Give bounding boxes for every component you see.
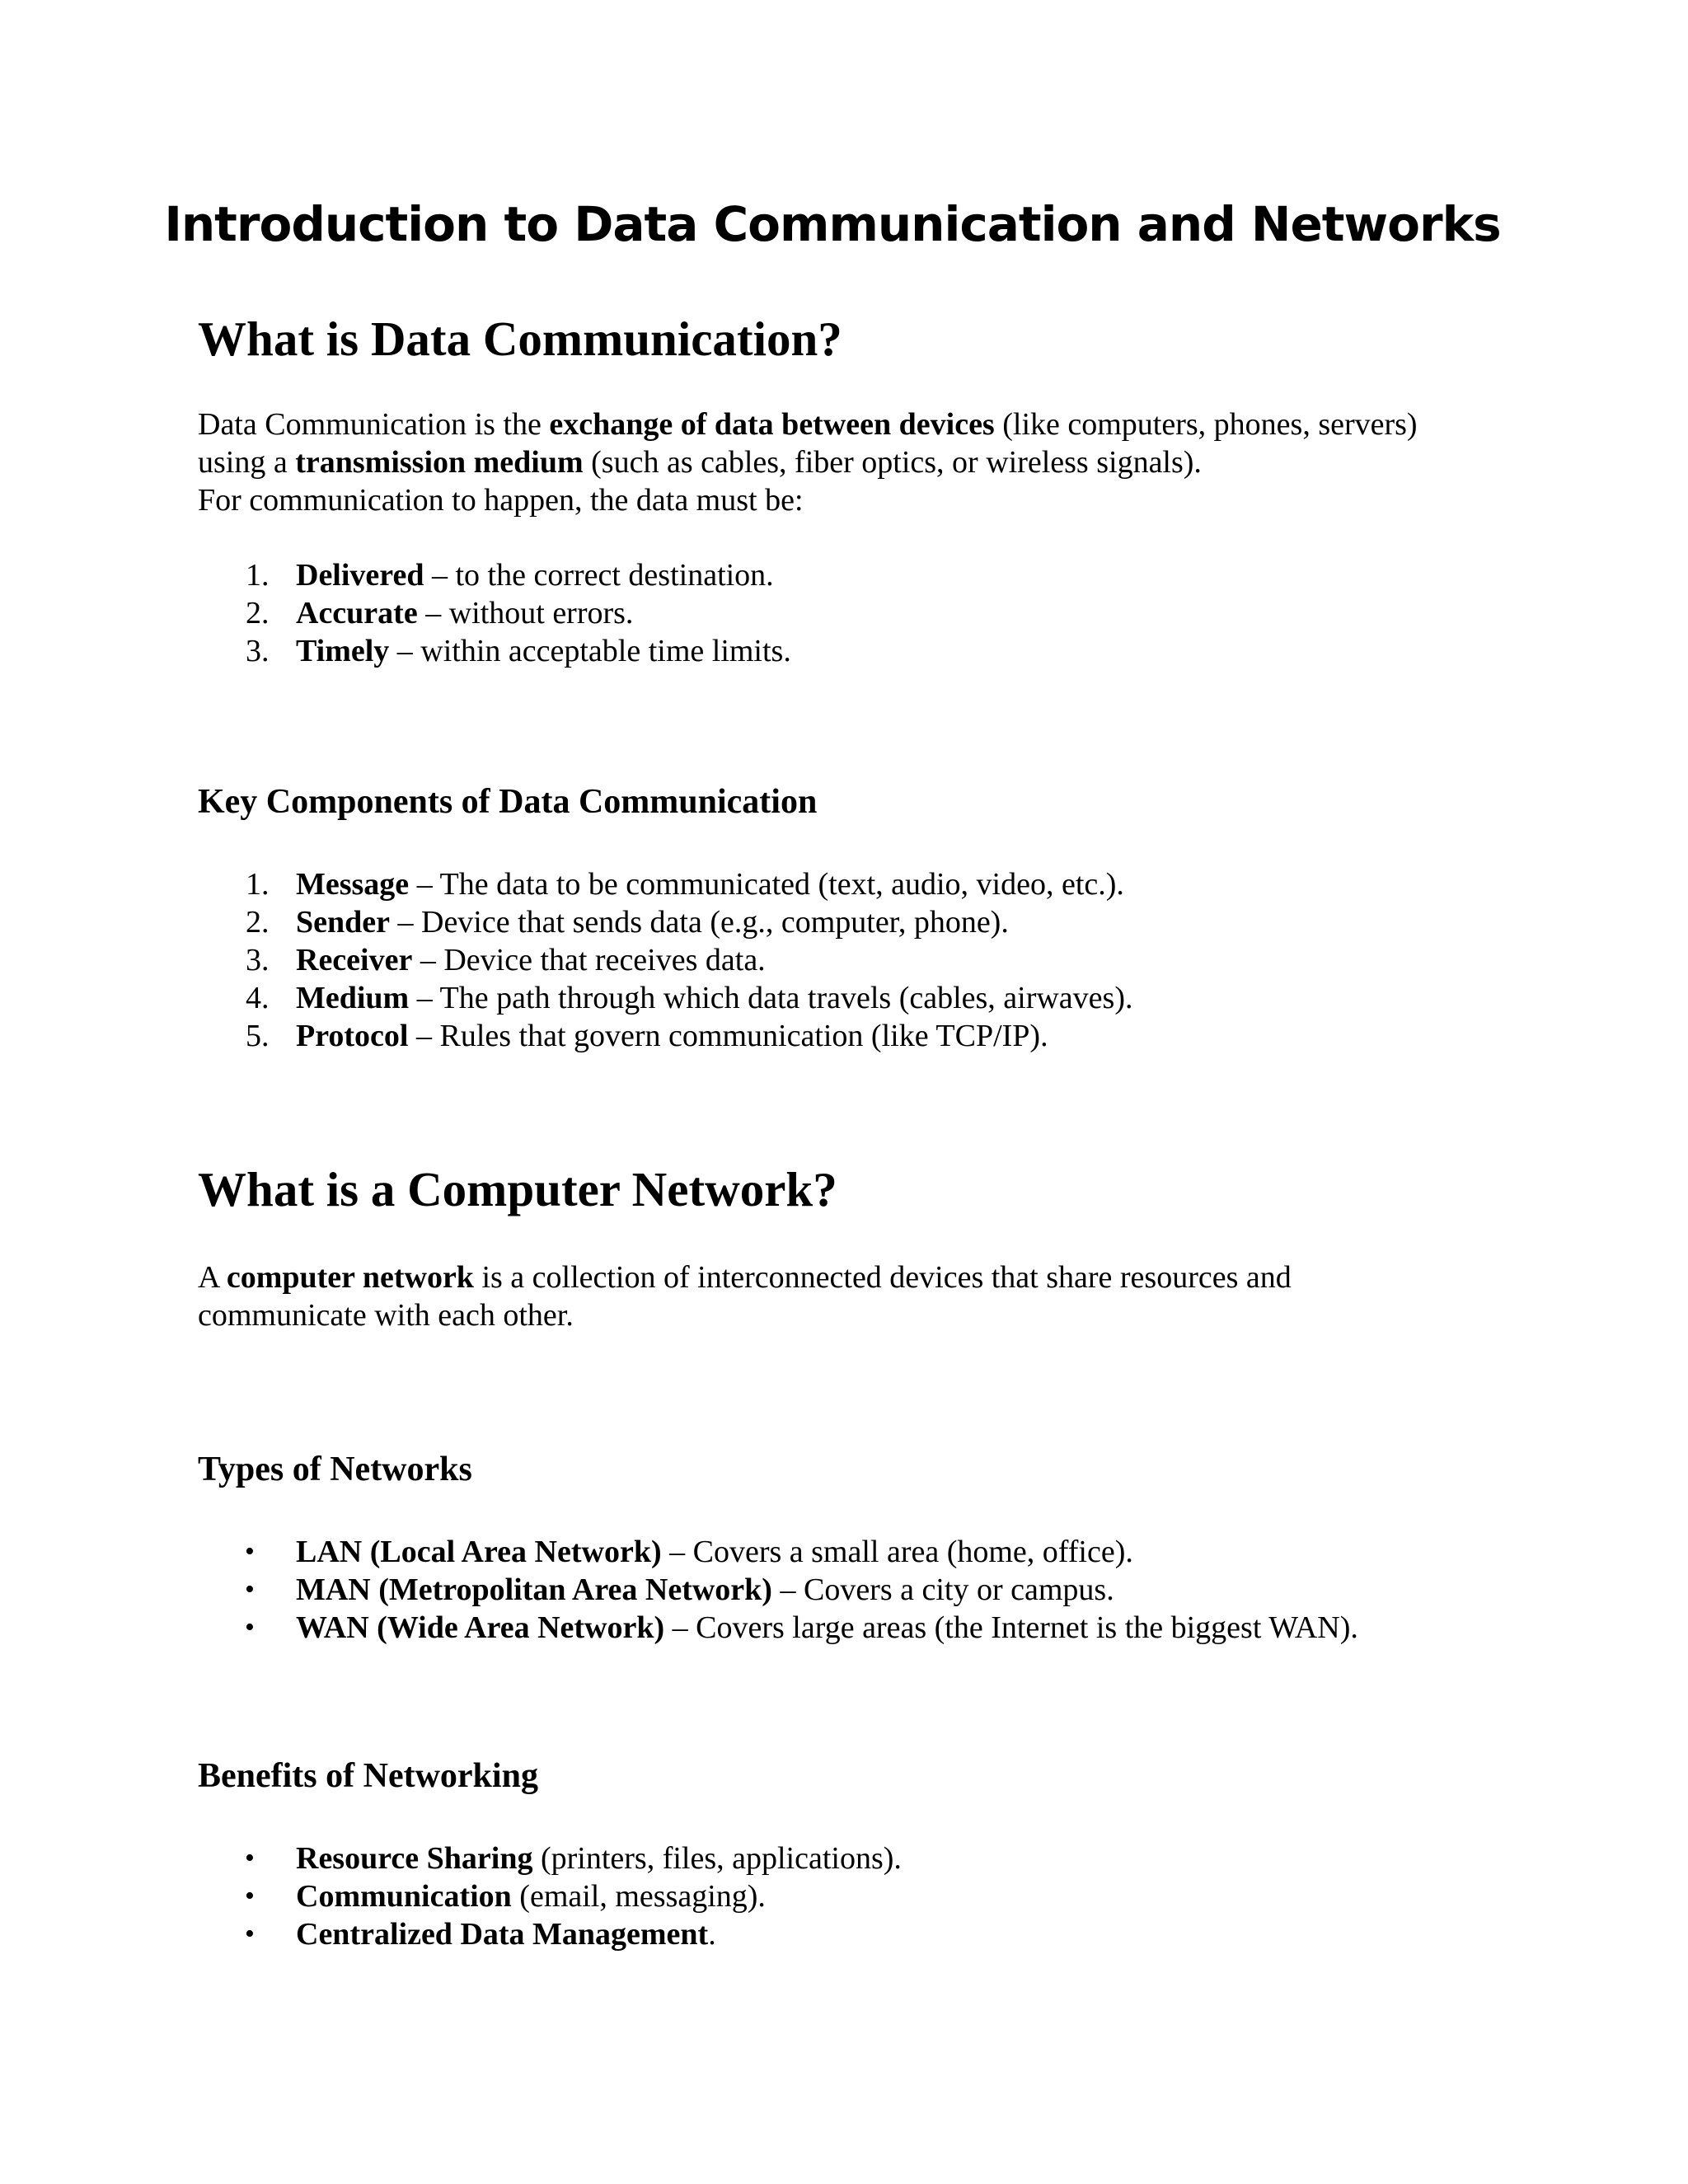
list-number: 3. <box>246 634 270 668</box>
definition-line-1: Data Communication is the exchange of data between devices (like computers, phones, servers) <box>198 407 1418 442</box>
list-number: 4. <box>246 981 270 1015</box>
list-term: MAN (Metropolitan Area Network) <box>296 1572 772 1607</box>
list-number: 3. <box>246 943 270 977</box>
definition-line-2: communicate with each other. <box>198 1298 574 1333</box>
section-heading-types-of-networks: Types of Networks <box>198 1451 472 1488</box>
list-term: LAN (Local Area Network) <box>296 1535 662 1569</box>
list-desc: – Covers a small area (home, office). <box>661 1535 1133 1569</box>
section-heading-key-components: Key Components of Data Communication <box>198 783 818 821</box>
list-item <box>198 1017 1500 1055</box>
list-number: 1. <box>246 867 270 902</box>
bold-term: transmission medium <box>295 445 584 480</box>
requirements-list <box>198 556 1500 670</box>
list-item <box>198 594 1500 632</box>
list-item <box>198 1609 1500 1647</box>
list-desc: – Covers large areas (the Internet is the biggest WAN). <box>664 1610 1358 1645</box>
network-types-list <box>198 1533 1500 1647</box>
list-item <box>198 632 1500 670</box>
list-item <box>198 1533 1500 1571</box>
list-term: Protocol <box>296 1019 409 1053</box>
list-number: 2. <box>246 596 270 630</box>
list-desc: – The path through which data travels (cables, airwaves). <box>409 981 1133 1015</box>
list-desc: – Rules that govern communication (like TCP/IP). <box>408 1019 1048 1053</box>
bold-term: computer network <box>226 1260 474 1295</box>
list-item <box>198 979 1500 1017</box>
section-heading-benefits: Benefits of Networking <box>198 1757 538 1795</box>
bullet-icon: • <box>245 1536 255 1567</box>
list-desc: – The data to be communicated (text, audio, video, etc.). <box>409 867 1124 902</box>
list-term: Receiver <box>296 943 413 977</box>
definition-line-3: For communication to happen, the data must be: <box>198 483 804 518</box>
section-heading-data-communication: What is Data Communication? <box>198 312 842 366</box>
list-number: 5. <box>246 1019 270 1053</box>
list-item <box>198 941 1500 979</box>
definition-line-1: A computer network is a collection of interconnected devices that share resources and <box>198 1260 1292 1295</box>
list-item <box>198 1840 1500 1877</box>
list-term: WAN (Wide Area Network) <box>296 1610 665 1645</box>
list-term: Communication <box>296 1879 512 1914</box>
list-number: 1. <box>246 558 270 593</box>
key-components-list <box>198 865 1500 1055</box>
section-heading-computer-network: What is a Computer Network? <box>198 1162 837 1216</box>
list-item <box>198 1877 1500 1915</box>
list-desc: – within acceptable time limits. <box>389 634 791 668</box>
list-item <box>198 1571 1500 1609</box>
list-item <box>198 903 1500 941</box>
list-term: Message <box>296 867 410 902</box>
list-desc: (printers, files, applications). <box>532 1841 902 1876</box>
computer-network-definition <box>198 1258 1500 1334</box>
list-term: Accurate <box>296 596 418 630</box>
list-desc: – to the correct destination. <box>424 558 774 593</box>
list-desc: – Device that sends data (e.g., computer, phone). <box>390 905 1009 940</box>
list-desc: – Covers a city or campus. <box>771 1572 1114 1607</box>
list-desc: (email, messaging). <box>511 1879 766 1914</box>
list-desc: . <box>708 1917 716 1952</box>
data-communication-definition <box>198 405 1500 519</box>
benefits-list <box>198 1840 1500 1953</box>
list-term: Centralized Data Management <box>296 1917 709 1952</box>
bullet-icon: • <box>245 1612 255 1643</box>
list-term: Timely <box>296 634 390 668</box>
list-term: Medium <box>296 981 410 1015</box>
bullet-icon: • <box>245 1881 255 1911</box>
bullet-icon: • <box>245 1843 255 1873</box>
list-item <box>198 865 1500 903</box>
list-desc: – without errors. <box>417 596 634 630</box>
list-item <box>198 1915 1500 1953</box>
bold-term: exchange of data between devices <box>549 407 995 442</box>
bullet-icon: • <box>245 1574 255 1605</box>
document-title: Introduction to Data Communication and Networks <box>164 196 1501 252</box>
list-item <box>198 556 1500 594</box>
list-term: Delivered <box>296 558 424 593</box>
list-term: Resource Sharing <box>296 1841 533 1876</box>
bullet-icon: • <box>245 1919 255 1949</box>
list-desc: – Device that receives data. <box>412 943 766 977</box>
list-number: 2. <box>246 905 270 940</box>
definition-line-2: using a transmission medium (such as cables, fiber optics, or wireless signals). <box>198 445 1202 480</box>
list-term: Sender <box>296 905 390 940</box>
